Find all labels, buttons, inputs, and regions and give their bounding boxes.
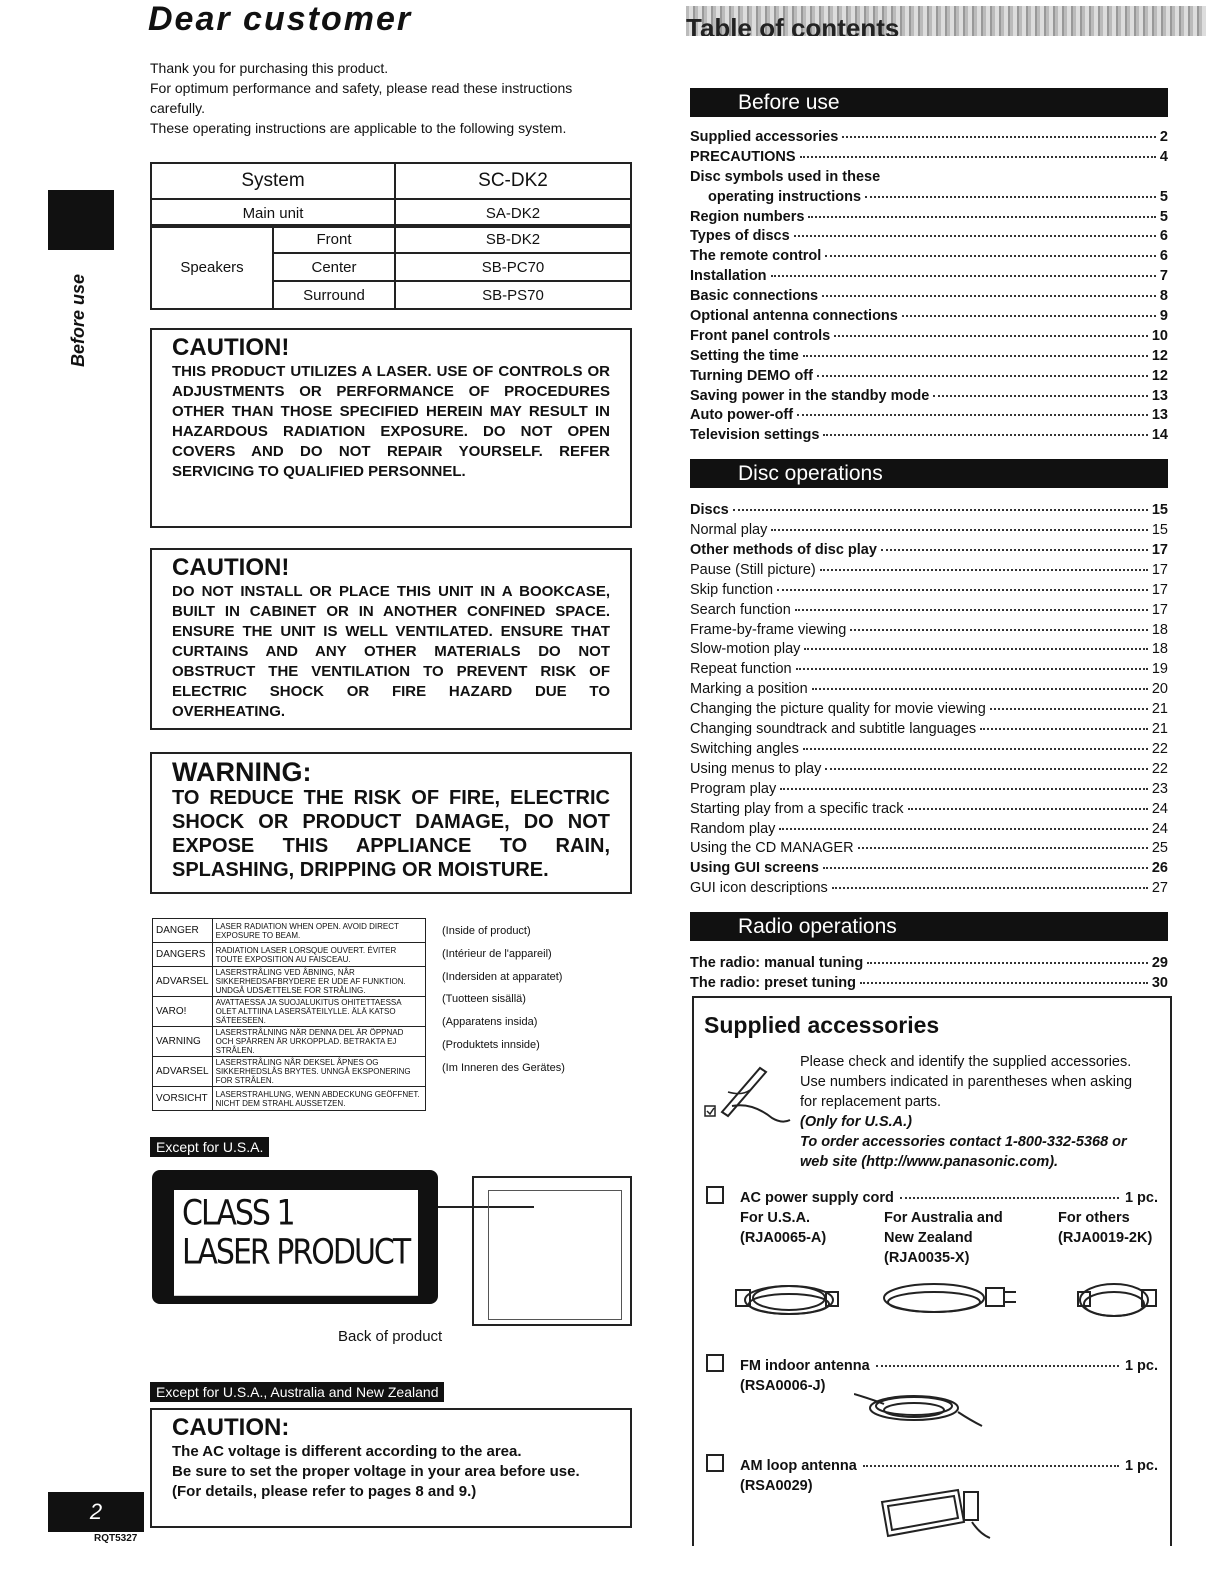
toc-entry[interactable] — [690, 248, 1168, 268]
dot-leader — [823, 434, 1147, 436]
usa-only-note: (Only for U.S.A.) — [800, 1114, 912, 1130]
variant-code: (RJA0035-X) — [884, 1250, 970, 1266]
system-header: System — [151, 163, 395, 199]
toc-entry-title: Changing soundtrack and subtitle languages — [690, 721, 977, 738]
label-location: (Tuotteen sisällä) — [442, 993, 526, 1006]
toc-entry-page: 6 — [1159, 228, 1168, 245]
toc-entry-page: 21 — [1151, 701, 1168, 718]
dot-leader — [804, 648, 1147, 650]
except-regions-tag: Except for U.S.A., Australia and New Zealand — [150, 1382, 444, 1402]
dot-leader — [797, 414, 1148, 416]
laser-warning-labels — [152, 918, 426, 1111]
dot-leader — [908, 808, 1148, 810]
dot-leader — [990, 708, 1148, 710]
caution-line: (For details, please refer to pages 8 and 9.) — [172, 1483, 477, 1500]
toc-entry-title: GUI icon descriptions — [690, 880, 828, 897]
label-language: ADVARSEL — [153, 1057, 213, 1087]
toc-entry-title: Auto power-off — [690, 407, 794, 424]
dot-leader — [881, 549, 1148, 551]
toc-entry-page: 30 — [1151, 974, 1168, 991]
toc-entry[interactable] — [690, 522, 1168, 542]
toc-entry-page: 14 — [1151, 427, 1168, 444]
label-language: VARNING — [153, 1027, 213, 1057]
toc-entry-page: 17 — [1151, 542, 1168, 559]
speaker-type: Center — [273, 253, 395, 281]
toc-entry-title: Installation — [690, 268, 767, 285]
caution-title: CAUTION: — [172, 1414, 290, 1441]
class1-label-face — [174, 1190, 418, 1296]
label-language: DANGER — [153, 919, 213, 943]
toc-entry[interactable] — [690, 860, 1168, 880]
label-text: AVATTAESSA JA SUOJALUKITUS OHITETTAESSA OLET ALTTIINA LASERSÄTEILYLLE. ÄLÄ KATSO SÄTEESEEN. — [212, 997, 425, 1027]
caution-title: CAUTION! — [172, 334, 290, 361]
dot-leader — [902, 315, 1156, 317]
label-language: VARO! — [153, 997, 213, 1027]
item-qty: 1 pc. — [1124, 1458, 1158, 1474]
toc-entry-page: 22 — [1151, 760, 1168, 777]
toc-entry[interactable] — [690, 368, 1168, 388]
caution-install-box — [150, 548, 632, 730]
speaker-model: SB-PS70 — [395, 281, 631, 309]
toc-section-header: Before use — [690, 88, 1168, 117]
laser-label-row — [153, 1027, 426, 1057]
dot-leader — [800, 156, 1156, 158]
toc-entry[interactable] — [690, 781, 1168, 801]
toc-entry-page: 7 — [1159, 268, 1168, 285]
ac-variant-aus-nz — [884, 1208, 1034, 1268]
toc-entry-title: Using the CD MANAGER — [690, 840, 854, 857]
table-of-contents — [690, 88, 1168, 995]
toc-entry[interactable] — [690, 602, 1168, 622]
toc-entry[interactable] — [690, 129, 1168, 149]
intro-line: These operating instructions are applicable to the following system. — [150, 120, 567, 136]
toc-entry-title: Front panel controls — [690, 327, 831, 344]
intro-line: for replacement parts. — [800, 1094, 942, 1110]
dot-leader — [933, 395, 1148, 397]
item-qty: 1 pc. — [1124, 1190, 1158, 1206]
toc-entry-title: Television settings — [690, 427, 820, 444]
toc-entry[interactable] — [690, 542, 1168, 562]
toc-entry-page: 2 — [1159, 129, 1168, 145]
fm-antenna-row — [740, 1356, 1158, 1376]
main-unit-label: Main unit — [151, 199, 395, 227]
supplied-intro — [800, 1052, 1170, 1172]
dot-leader — [834, 335, 1148, 337]
toc-entry-page: 19 — [1151, 661, 1168, 678]
intro-line: Use numbers indicated in parentheses when asking — [800, 1074, 1133, 1090]
intro-text — [150, 58, 630, 138]
toc-entry-title: Using GUI screens — [690, 860, 819, 877]
toc-entry[interactable] — [690, 407, 1168, 427]
laser-label-row — [153, 1057, 426, 1087]
label-text: LASERSTRAHLUNG, WENN ABDECKUNG GEÖFFNET. NICHT DEM STRAHL AUSSETZEN. — [212, 1087, 425, 1111]
ac-variant-usa — [740, 1208, 870, 1248]
dot-leader — [796, 668, 1148, 670]
item-name: FM indoor antenna — [740, 1358, 870, 1374]
toc-entry[interactable] — [690, 741, 1168, 761]
toc-entry[interactable] — [690, 209, 1168, 229]
toc-entry[interactable] — [690, 840, 1168, 860]
ac-cord-checkbox[interactable] — [706, 1186, 724, 1204]
dot-leader — [777, 589, 1148, 591]
dot-leader — [771, 529, 1148, 531]
intro-line: For optimum performance and safety, please read these instructions carefully. — [150, 80, 573, 116]
intro-line: Thank you for purchasing this product. — [150, 60, 389, 76]
toc-entry-title: Supplied accessories — [690, 129, 839, 145]
fm-antenna-checkbox[interactable] — [706, 1354, 724, 1372]
ac-variant-others — [1058, 1208, 1170, 1248]
toc-entry-title: Setting the time — [690, 347, 799, 364]
laser-label-row — [153, 943, 426, 967]
toc-entry-title: Starting play from a specific track — [690, 800, 904, 817]
toc-entry-page: 9 — [1159, 308, 1168, 325]
toc-entry[interactable] — [690, 661, 1168, 681]
toc-entry[interactable] — [690, 502, 1168, 522]
label-location: (Indersiden at apparatet) — [442, 970, 563, 983]
toc-entry-page: 5 — [1159, 208, 1168, 225]
label-text: LASERSTRÅLING NÅR DEKSEL ÅPNES OG SIKKERHEDSLÅS BRYTES. UNNGÅ EKSPONERING FOR STRÅLEN. — [212, 1057, 425, 1087]
ac-cord-illustrations — [734, 1270, 1174, 1340]
toc-entry[interactable] — [690, 427, 1168, 447]
toc-entry[interactable] — [690, 308, 1168, 328]
dot-leader — [822, 295, 1156, 297]
main-unit-model: SA-DK2 — [395, 199, 631, 227]
toc-entry-page: 17 — [1151, 601, 1168, 618]
dot-leader — [794, 235, 1156, 237]
label-location: (Produktets innside) — [442, 1038, 540, 1051]
warning-text: TO REDUCE THE RISK OF FIRE, ELECTRIC SHOCK OR PRODUCT DAMAGE, DO NOT EXPOSE THIS APPLIANCE TO RAIN, SPLASHING, DRIPPING OR MOISTURE. — [172, 787, 610, 881]
label-location-notes — [442, 920, 565, 1080]
toc-entry-title: PRECAUTIONS — [690, 148, 796, 165]
product-back-illustration — [472, 1176, 632, 1326]
dot-leader — [842, 136, 1156, 138]
toc-entry-page: 24 — [1151, 800, 1168, 817]
dot-leader — [808, 216, 1156, 218]
label-text: RADIATION LASER LORSQUE OUVERT. ÉVITER TOUTE EXPOSITION AU FAISCEAU. — [212, 943, 425, 967]
toc-entry-page: 4 — [1159, 148, 1168, 165]
dot-leader — [803, 748, 1148, 750]
laser-label-row — [153, 919, 426, 943]
toc-entry[interactable] — [690, 562, 1168, 582]
label-text: LASERSTRÅLING VED ÅBNING, NÅR SIKKERHEDSAFBRYDERE ER UDE AF FUNKTION. UNDGÅ UDSÆTTELSE FOR STRÅLING. — [212, 967, 425, 997]
speakers-table — [150, 224, 632, 310]
caution-line: Be sure to set the proper voltage in your area before use. — [172, 1463, 580, 1480]
dot-leader — [867, 962, 1148, 964]
side-section-label — [62, 270, 122, 380]
toc-entry-title: The radio: preset tuning — [690, 974, 856, 991]
speaker-model: SB-PC70 — [395, 253, 631, 281]
toc-entry[interactable] — [690, 348, 1168, 368]
toc-entry[interactable] — [690, 149, 1168, 169]
class1-line: CLASS 1 — [182, 1193, 294, 1234]
toc-entry[interactable] — [690, 880, 1168, 900]
toc-entry[interactable] — [690, 641, 1168, 661]
label-location: (Intérieur de l'appareil) — [442, 947, 552, 960]
toc-entry-page: 17 — [1151, 561, 1168, 578]
toc-entry-page: 15 — [1151, 502, 1168, 519]
toc-entry-title: Saving power in the standby mode — [690, 387, 930, 404]
toc-entry-title: Frame-by-frame viewing — [690, 621, 847, 638]
toc-entry-title: Discs — [690, 502, 729, 519]
toc-entry-title: The remote control — [690, 248, 822, 265]
back-panel — [488, 1190, 622, 1320]
pen-hand-icon — [702, 1062, 792, 1132]
system-table — [150, 162, 632, 228]
except-usa-tag: Except for U.S.A. — [150, 1137, 269, 1157]
toc-entry[interactable] — [690, 169, 1168, 189]
toc-entry[interactable] — [690, 268, 1168, 288]
system-model: SC-DK2 — [395, 163, 631, 199]
toc-entry[interactable] — [690, 189, 1168, 209]
toc-entry-title: Marking a position — [690, 681, 808, 698]
toc-entry[interactable] — [690, 701, 1168, 721]
caution-text: THIS PRODUCT UTILIZES A LASER. USE OF CONTROLS OR ADJUSTMENTS OR PERFORMANCE OF PROCEDURES OTHER THAN THOSE SPECIFIED HEREIN MAY RESULT IN HAZARDOUS RADIATION EXPOSURE. DO NOT OPEN COVERS AND DO NOT REPAIR YOURSELF. REFER SERVICING TO QUALIFIED PERSONNEL. — [172, 363, 610, 480]
dot-leader — [850, 629, 1148, 631]
label-location: (Im Inneren des Gerätes) — [442, 1061, 565, 1074]
supplied-title: Supplied accessories — [704, 1012, 940, 1038]
dot-leader — [860, 982, 1148, 984]
toc-entry[interactable] — [690, 681, 1168, 701]
dot-leader — [825, 768, 1147, 770]
caution-laser-box — [150, 328, 632, 528]
dot-leader — [771, 275, 1156, 277]
dot-leader — [876, 1365, 1119, 1367]
page-heading: Dear customer — [148, 2, 413, 32]
variant-region: For others — [1058, 1210, 1130, 1226]
toc-entry[interactable] — [690, 955, 1168, 975]
toc-entry-page: 8 — [1159, 288, 1168, 305]
toc-entry-title: Other methods of disc play — [690, 542, 877, 559]
toc-entry-title: Turning DEMO off — [690, 367, 813, 384]
toc-entry-title: Random play — [690, 820, 776, 837]
page-number: 2 — [48, 1492, 144, 1532]
dot-leader — [779, 828, 1147, 830]
label-text: LASERSTRÅLNING NÄR DENNA DEL ÄR ÖPPNAD OCH SPÄRREN ÄR URKOPPLAD. BETRAKTA EJ STRÅLEN. — [212, 1027, 425, 1057]
am-antenna-checkbox[interactable] — [706, 1454, 724, 1472]
label-language: VORSICHT — [153, 1087, 213, 1111]
toc-entry-title: Disc symbols used in these — [690, 168, 881, 185]
toc-entry-page: 18 — [1151, 621, 1168, 638]
order-line: To order accessories contact 1-800-332-5368 or — [800, 1134, 1127, 1150]
toc-entry-title: Changing the picture quality for movie viewing — [690, 701, 986, 718]
toc-entry-page: 25 — [1151, 840, 1168, 857]
toc-entry-title: Skip function — [690, 581, 774, 598]
toc-entry-page: 15 — [1151, 522, 1168, 539]
am-antenna-illustration — [872, 1482, 992, 1544]
caution-text: DO NOT INSTALL OR PLACE THIS UNIT IN A BOOKCASE, BUILT IN CABINET OR IN ANOTHER CONFINED SPACE. ENSURE THE UNIT IS WELL VENTILATED. ENSURE THAT CURTAINS AND ANY OTHER MATERIALS DO NOT OBSTRUCT THE VENTILATION TO PREVENT RISK OF ELECTRIC SHOCK OR FIRE HAZARD DUE TO OVERHEATING. — [172, 583, 610, 720]
toc-entry-page: 10 — [1151, 327, 1168, 344]
toc-entry-page: 26 — [1151, 860, 1168, 877]
toc-entry-page: 23 — [1151, 780, 1168, 797]
document-code: RQT5327 — [94, 1533, 138, 1544]
toc-entry-title: Basic connections — [690, 288, 819, 305]
toc-entry-title: Normal play — [690, 522, 768, 539]
toc-entry-page: 24 — [1151, 820, 1168, 837]
toc-entry-title: Pause (Still picture) — [690, 561, 816, 578]
variant-region: For Australia and New Zealand — [884, 1210, 1003, 1246]
dot-leader — [733, 509, 1148, 511]
intro-line: Please check and identify the supplied accessories. — [800, 1054, 1132, 1070]
variant-region: For U.S.A. — [740, 1210, 811, 1226]
toc-entry[interactable] — [690, 228, 1168, 248]
dot-leader — [858, 847, 1148, 849]
dot-leader — [825, 255, 1156, 257]
speaker-model: SB-DK2 — [395, 225, 631, 253]
toc-entry-page: 13 — [1151, 407, 1168, 424]
dot-leader — [823, 867, 1148, 869]
label-text: LASER RADIATION WHEN OPEN. AVOID DIRECT EXPOSURE TO BEAM. — [212, 919, 425, 943]
label-language: ADVARSEL — [153, 967, 213, 997]
toc-entry-page: 12 — [1151, 367, 1168, 384]
toc-entry-title: Slow-motion play — [690, 641, 801, 658]
side-label-text: Before use — [68, 273, 89, 368]
toc-entry[interactable] — [690, 622, 1168, 642]
toc-entry-page: 18 — [1151, 641, 1168, 658]
toc-entry[interactable] — [690, 801, 1168, 821]
laser-label-row — [153, 997, 426, 1027]
dot-leader — [832, 887, 1148, 889]
toc-entry-page: 5 — [1159, 188, 1168, 205]
toc-entry[interactable] — [690, 328, 1168, 348]
warning-box — [150, 752, 632, 894]
toc-entry-title: Switching angles — [690, 740, 799, 757]
toc-entry[interactable] — [690, 582, 1168, 602]
speakers-label: Speakers — [151, 225, 273, 309]
toc-entry-page: 17 — [1151, 581, 1168, 598]
dot-leader — [780, 788, 1148, 790]
toc-entry[interactable] — [690, 975, 1168, 995]
toc-title: Table of contents — [686, 6, 1206, 36]
toc-entry-title: The radio: manual tuning — [690, 955, 864, 972]
toc-entry[interactable] — [690, 821, 1168, 841]
laser-label-row — [153, 967, 426, 997]
toc-entry-title: Region numbers — [690, 208, 805, 225]
fm-antenna-illustration — [854, 1386, 984, 1430]
variant-code: (RJA0065-A) — [740, 1230, 827, 1246]
toc-entry[interactable] — [690, 288, 1168, 308]
toc-section-header: Disc operations — [690, 459, 1168, 488]
label-location: (Apparatens insida) — [442, 1016, 538, 1029]
ac-cord-row — [740, 1188, 1158, 1208]
back-of-product-caption: Back of product — [338, 1328, 443, 1345]
speaker-type: Front — [273, 225, 395, 253]
toc-entry-title: Search function — [690, 601, 791, 618]
dot-leader — [980, 728, 1148, 730]
am-antenna-row — [740, 1456, 1158, 1476]
toc-entry-page: 13 — [1151, 387, 1168, 404]
dot-leader — [817, 375, 1148, 377]
toc-entry-page: 20 — [1151, 681, 1168, 698]
toc-entry-page: 6 — [1159, 248, 1168, 265]
item-name: AM loop antenna — [740, 1458, 857, 1474]
caution-line: The AC voltage is different according to the area. — [172, 1443, 522, 1460]
toc-entry-title: Types of discs — [690, 228, 790, 245]
warning-title: WARNING: — [172, 757, 312, 787]
toc-entry-page: 12 — [1151, 347, 1168, 364]
toc-entry-page: 29 — [1151, 955, 1168, 972]
item-code: (RSA0029) — [740, 1478, 813, 1494]
toc-entry[interactable] — [690, 388, 1168, 408]
label-language: DANGERS — [153, 943, 213, 967]
section-tab-marker — [48, 190, 114, 250]
dot-leader — [863, 1465, 1119, 1467]
toc-entry-title: Repeat function — [690, 661, 792, 678]
toc-entry[interactable] — [690, 721, 1168, 741]
caution-voltage-box — [150, 1408, 632, 1528]
dot-leader — [900, 1197, 1119, 1199]
dot-leader — [865, 196, 1156, 198]
label-location: (Inside of product) — [442, 925, 531, 937]
variant-code: (RJA0019-2K) — [1058, 1230, 1153, 1246]
order-line: web site (http://www.panasonic.com). — [800, 1154, 1059, 1170]
toc-entry[interactable] — [690, 761, 1168, 781]
dot-leader — [803, 355, 1148, 357]
toc-entry-title: operating instructions — [708, 188, 862, 205]
toc-entry-title: Program play — [690, 780, 777, 797]
toc-entry-page: 22 — [1151, 740, 1168, 757]
dot-leader — [795, 609, 1148, 611]
item-code: (RSA0006-J) — [740, 1378, 826, 1394]
laser-label-row — [153, 1087, 426, 1111]
toc-entry-page: 21 — [1151, 721, 1168, 738]
class1-line: LASER PRODUCT — [182, 1232, 410, 1273]
toc-entry-title: Using menus to play — [690, 760, 822, 777]
item-qty: 1 pc. — [1124, 1358, 1158, 1374]
supplied-accessories-box — [692, 996, 1172, 1546]
dot-leader — [812, 688, 1148, 690]
speaker-type: Surround — [273, 281, 395, 309]
dot-leader — [820, 569, 1148, 571]
class1-laser-label — [152, 1170, 438, 1304]
item-name: AC power supply cord — [740, 1190, 894, 1206]
caution-title: CAUTION! — [172, 554, 290, 581]
toc-section-header: Radio operations — [690, 912, 1168, 941]
toc-entry-page: 27 — [1151, 880, 1168, 897]
toc-entry-title: Optional antenna connections — [690, 308, 898, 325]
